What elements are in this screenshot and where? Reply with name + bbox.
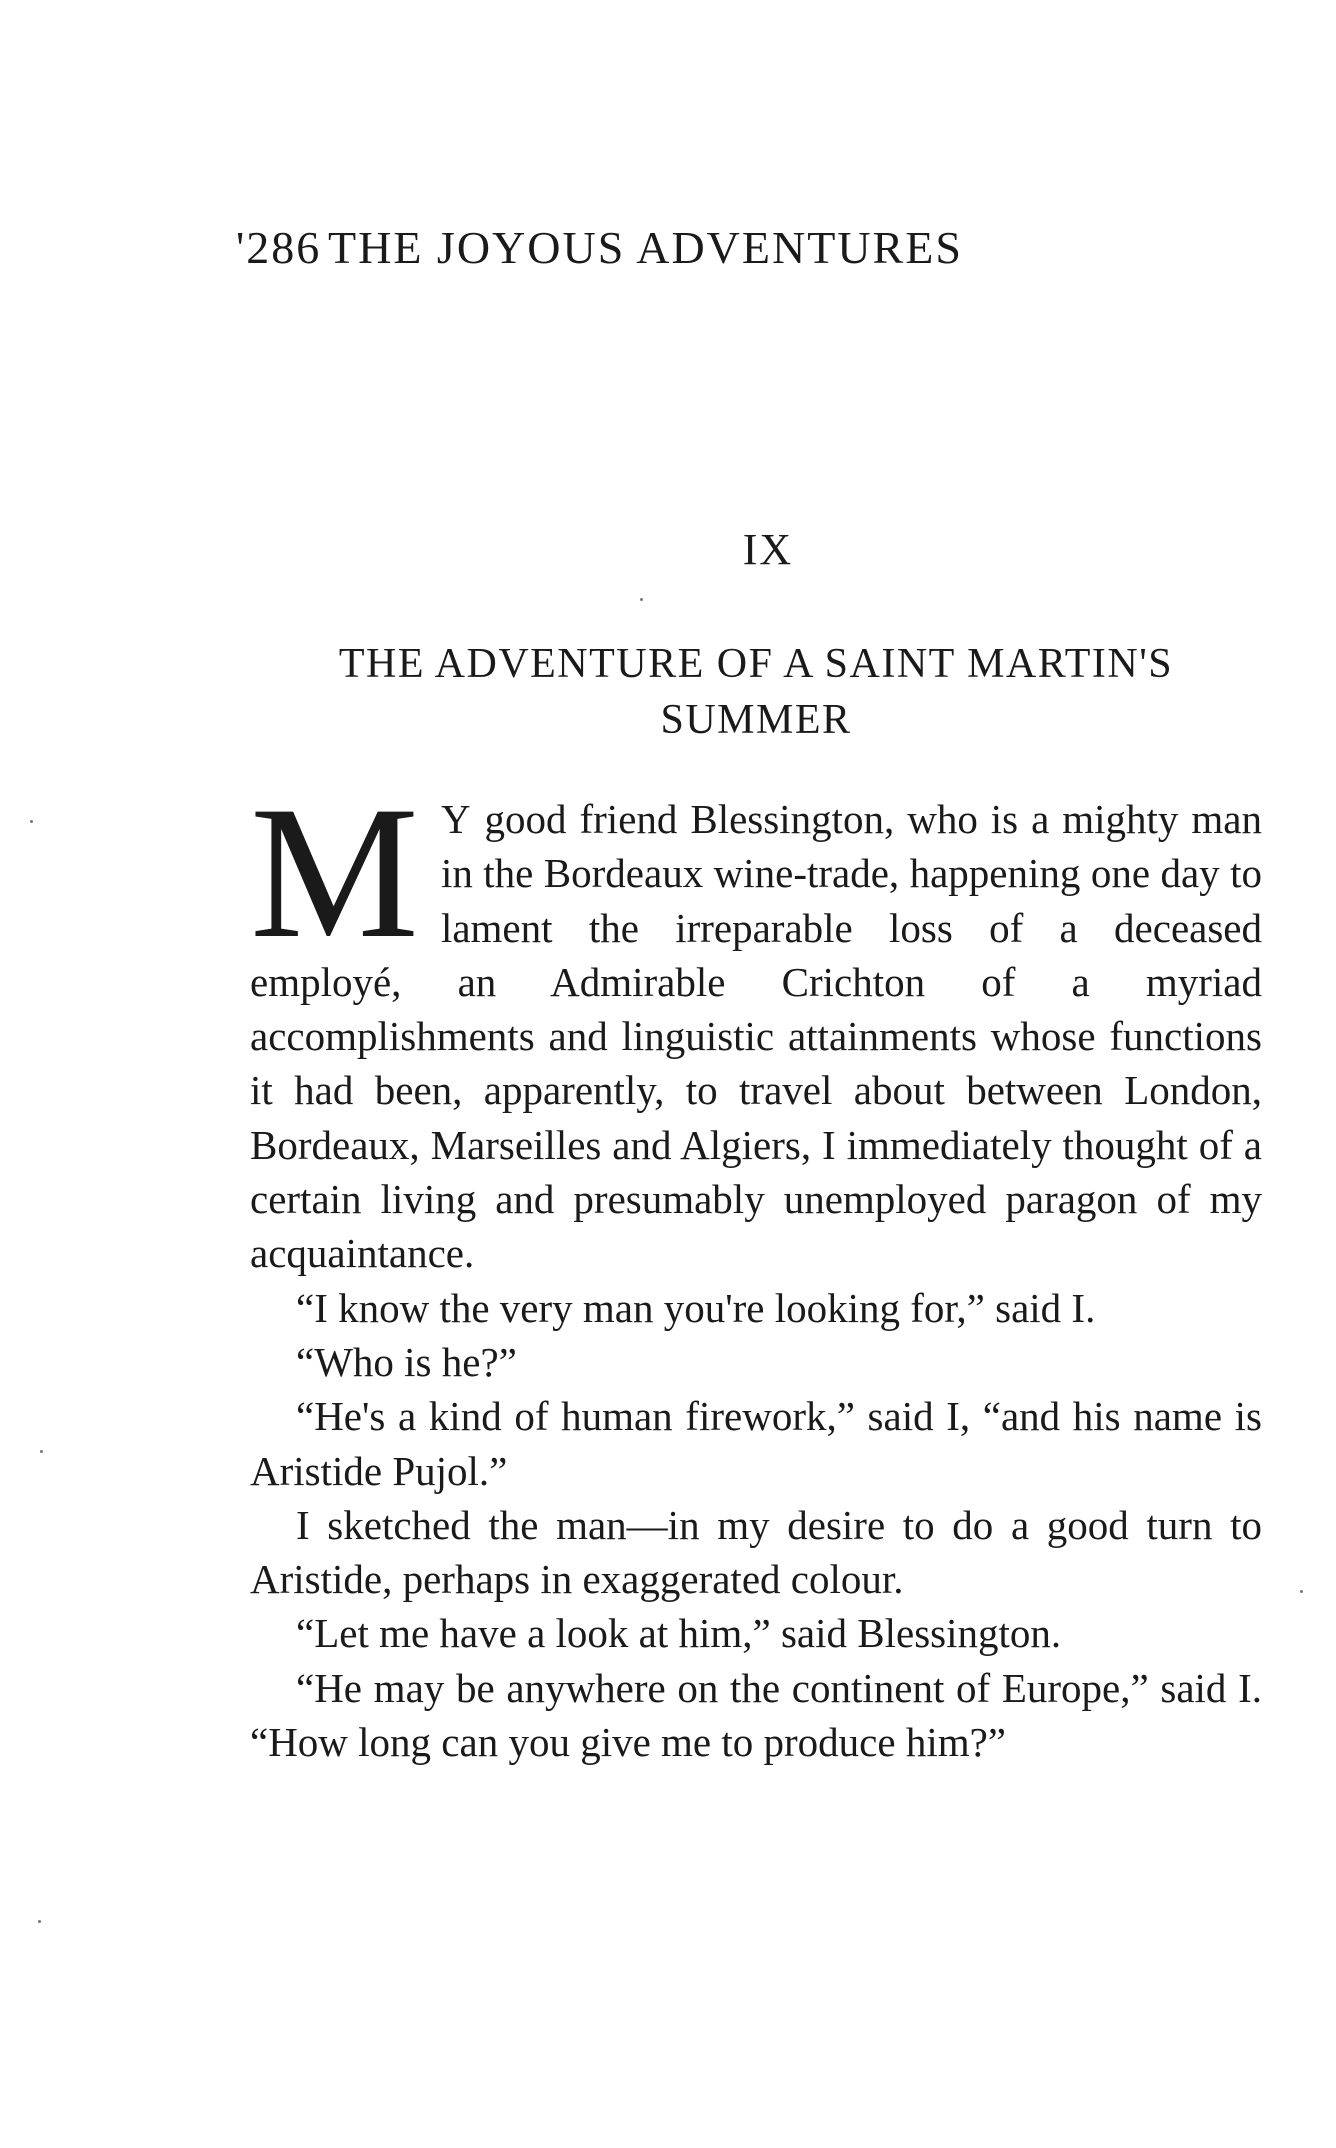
paragraph-3: “Who is he?”	[296, 1338, 517, 1385]
paper-speck	[1300, 1590, 1303, 1593]
chapter-title: THE ADVENTURE OF A SAINT MARTIN'S SUMMER	[338, 641, 1174, 743]
chapter-number: IX	[742, 525, 794, 574]
paper-speck	[38, 1920, 41, 1923]
chapter-body	[250, 768, 1262, 1769]
paper-speck	[40, 1450, 43, 1453]
paragraph-1	[250, 768, 1262, 1281]
running-head	[236, 220, 1136, 276]
paper-speck	[640, 598, 643, 601]
running-title: THE JOYOUS ADVENTURES	[328, 222, 963, 273]
paper-speck	[30, 820, 33, 823]
paragraph-2: “I know the very man you're looking for,” said I.	[296, 1284, 1096, 1331]
paragraph-4: “He's a kind of human firework,” said I, “and his name is Aristide Pujol.”	[250, 1393, 1262, 1494]
page-number: '286	[236, 222, 322, 273]
drop-cap: M	[250, 768, 419, 978]
paragraph-5: I sketched the man—in my desire to do a good turn to Aristide, perhaps in exaggerated colour.	[250, 1501, 1262, 1603]
first-word-rest: Y	[440, 796, 472, 842]
paragraph-7: “He may be anywhere on the continent of Europe,” said I. “How long can you give me to produce him?”	[250, 1664, 1262, 1766]
paragraph-6: “Let me have a look at him,” said Blessington.	[296, 1610, 1062, 1657]
paragraph-1-text: good friend Blessington, who is a mighty man in the Bordeaux wine-trade, happening one day to lament the irreparable loss of a deceased employé, an Admirable Crichton of a myriad accomplishments and linguistic attainments whose functions it had been, apparently, to travel about between London, Bordeaux, Marseilles and Algiers, I immediately thought of a certain living and presumably unemployed paragon of my acquaintance.	[250, 796, 1262, 1277]
